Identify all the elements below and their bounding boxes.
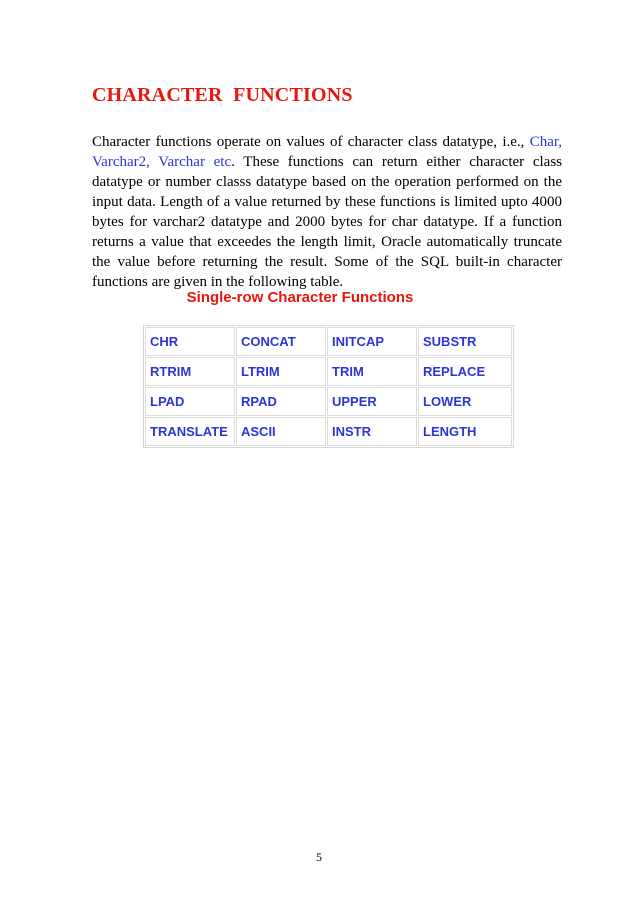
table-row (145, 417, 512, 446)
functions-table (143, 325, 514, 448)
function-cell: REPLACE (418, 357, 512, 386)
function-cell: RTRIM (145, 357, 235, 386)
function-cell: LOWER (418, 387, 512, 416)
table-row (145, 387, 512, 416)
function-cell: TRANSLATE (145, 417, 235, 446)
page-title: CHARACTER FUNCTIONS (92, 84, 353, 106)
paragraph-text-end: . These functions can return either character class datatype or number classs datatype based on the operation performed on the input data. Length of a value returned by these functions is limited upto 4000 bytes for varchar2 datatype and 2000 bytes for char datatype. If a function returns a value that exceedes the length limit, Oracle automatically truncate the value before returning the result. Some of the SQL built-in character functions are given in the following table. (92, 154, 562, 290)
function-cell: CHR (145, 327, 235, 356)
function-cell: LTRIM (236, 357, 326, 386)
function-cell: INSTR (327, 417, 417, 446)
paragraph-text-start: Character functions operate on values of character class datatype, i.e., (92, 134, 530, 150)
page-number: 5 (316, 850, 322, 864)
table-caption: Single-row Character Functions (186, 289, 414, 306)
function-cell: RPAD (236, 387, 326, 416)
function-cell: LENGTH (418, 417, 512, 446)
function-cell: INITCAP (327, 327, 417, 356)
body-paragraph (92, 132, 562, 292)
function-cell: TRIM (327, 357, 417, 386)
function-cell: UPPER (327, 387, 417, 416)
table-row (145, 327, 512, 356)
datatype-names: Char, Varchar2, Varchar etc (92, 134, 562, 170)
function-cell: LPAD (145, 387, 235, 416)
function-cell: SUBSTR (418, 327, 512, 356)
table-row (145, 357, 512, 386)
function-cell: CONCAT (236, 327, 326, 356)
function-cell: ASCII (236, 417, 326, 446)
